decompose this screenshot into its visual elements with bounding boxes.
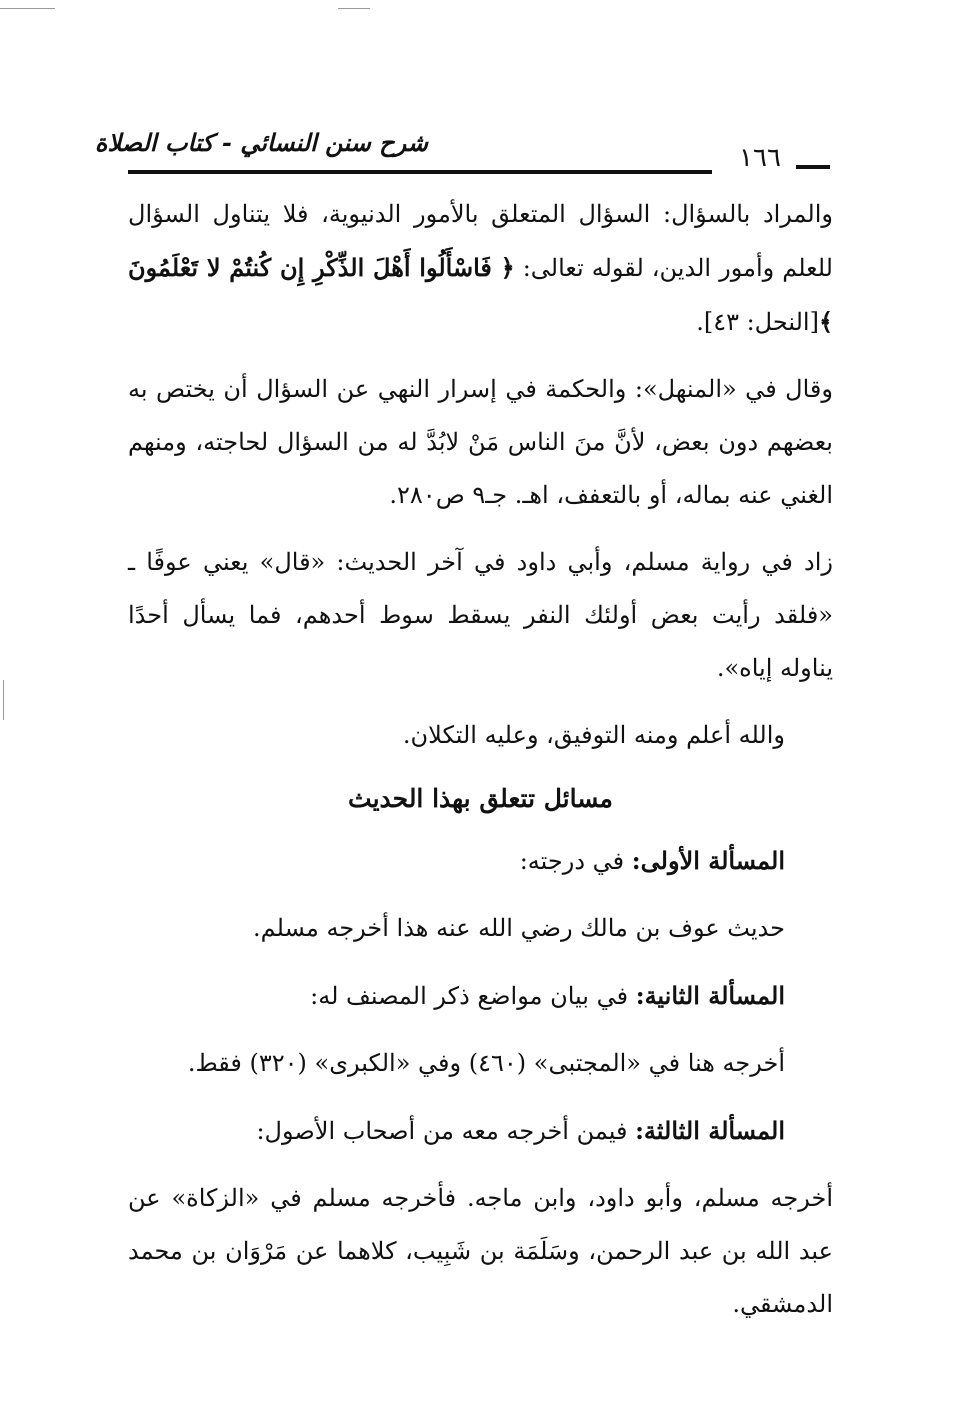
scan-edge-mark xyxy=(0,8,55,9)
question-body: أخرجه هنا في «المجتبى» (٤٦٠) وفي «الكبرى» (٣٢٠) فقط. xyxy=(187,1049,785,1077)
question-title-text: فيمن أخرجه معه من أصحاب الأصول: xyxy=(256,1117,636,1145)
paragraph: وقال في «المنهل»: والحكمة في إسرار النهي عن السؤال أن يختص به بعضهم دون بعض، لأنَّ منَ الناس مَنْ لابُدَّ له من السؤال لحاجته، ومنهم الغني عنه بماله، أو بالتعفف، اهـ. جـ٩ ص٢٨٠. xyxy=(128,375,833,509)
quran-verse: ﴿ فَاسْأَلُوا أَهْلَ الذِّكْرِ إِن كُنتُمْ لا تَعْلَمُونَ ﴾ xyxy=(128,253,833,336)
question-title-text: في بيان مواضع ذكر المصنف له: xyxy=(310,982,636,1010)
paragraph: زاد في رواية مسلم، وأبي داود في آخر الحديث: «قال» يعني عوفًا ـ «فلقد رأيت بعض أولئك النفر يسقط سوط أحدهم، فما يسأل أحدًا يناوله إياه». xyxy=(128,548,833,682)
question-label: المسألة الثالثة: xyxy=(635,1116,785,1145)
page-body xyxy=(128,188,833,1331)
paragraph-text: والمراد بالسؤال: السؤال المتعلق بالأمور الدنيوية، فلا يتناول السؤال للعلم وأمور الدين، لقوله تعالى: xyxy=(128,200,833,282)
paragraph xyxy=(128,188,833,349)
scan-side-mark xyxy=(3,680,4,720)
page-number: ١٦٦ xyxy=(739,143,781,173)
question-body: حديث عوف بن مالك رضي الله عنه هذا أخرجه مسلم. xyxy=(253,914,785,942)
question-title xyxy=(128,1104,833,1158)
question-body: أخرجه مسلم، وأبو داود، وابن ماجه. فأخرجه مسلم في «الزكاة» عن عبد الله بن عبد الرحمن، وسَلَمَة بن شَبِيب، كلاهما عن مَرْوَان بن محمد الدمشقي. xyxy=(128,1184,833,1318)
question-title xyxy=(128,834,833,888)
page-number-rule xyxy=(796,165,830,169)
section-heading: مسائل تتعلق بهذا الحديث xyxy=(348,784,613,813)
running-title: شرح سنن النسائي - كتاب الصلاة xyxy=(94,128,428,157)
question-label: المسألة الأولى: xyxy=(631,846,785,875)
scan-edge-mark xyxy=(338,8,370,9)
question-title xyxy=(128,969,833,1023)
paragraph: والله أعلم ومنه التوفيق، وعليه التكلان. xyxy=(402,721,785,749)
question-title-text: في درجته: xyxy=(519,847,632,875)
verse-reference: [النحل: ٤٣]. xyxy=(696,308,819,336)
question-label: المسألة الثانية: xyxy=(635,981,785,1010)
header-rule xyxy=(128,170,712,174)
